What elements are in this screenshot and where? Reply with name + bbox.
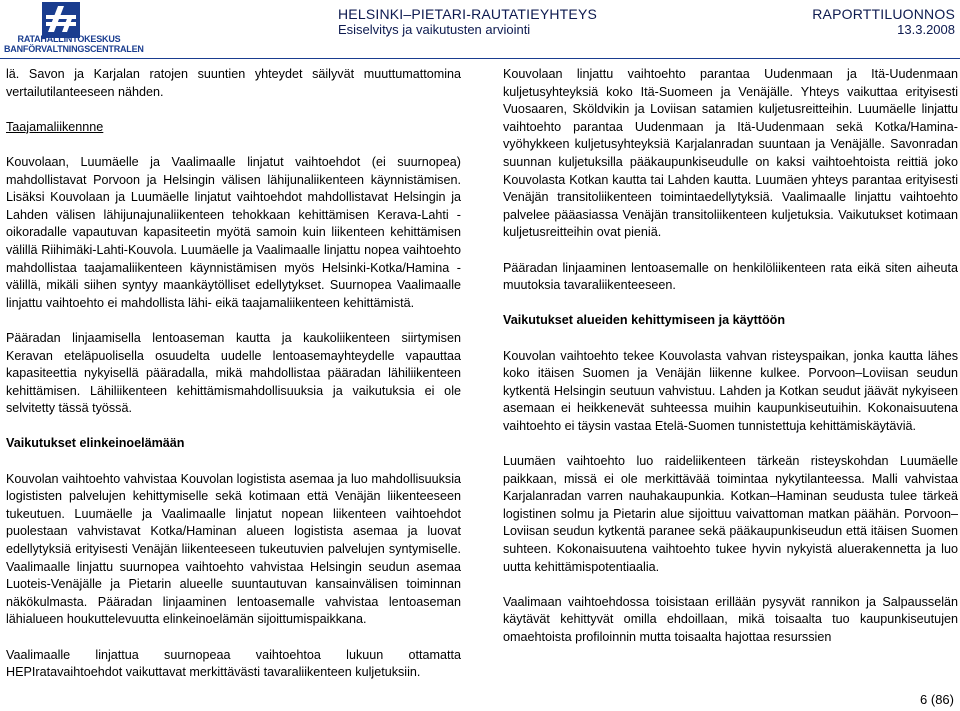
section-heading-taajamaliikenne: Taajamaliikennne bbox=[6, 119, 104, 134]
paragraph: Kouvolaan, Luumäelle ja Vaalimaalle linjatut vaihtoehdot (ei suurnopea) mahdollistavat Porvoon ja Helsingin välisen lähijunaliikenteen käynnistämisen. Lisäksi Kouvolaan ja Luumäelle linjatut vaihtoehdot mahdollistavat Helsingin ja Lahden välisen lähijunajunaliikenteen tehokkaan kehittämisen Kerava-Lahti -oikoradalle vapautuvan kapasiteetin myötä samoin kuin liikenteen kehittämisen välillä Riihimäki-Lahti-Kouvola. Luumäelle ja Vaalimaalle linjattu nopea vaihtoehto mahdollistaa taajamaliikenteen käynnistämisen myös Helsinki-Kotka/Hamina -välillä, mikäli siihen syntyy maankäytölliset edellytykset. Suurnopea Vaalimaalle linjattu vaihtoehto ei mahdollista lähi- eikä taajamaliikenteen kehittämistä. bbox=[6, 154, 461, 310]
paragraph: lä. Savon ja Karjalan ratojen suuntien yhteydet säilyvät muuttumattomina vertailutilanteeseen nähden. bbox=[6, 67, 461, 99]
paragraph: Kouvolaan linjattu vaihtoehto parantaa Uudenmaan ja Itä-Uudenmaan kuljetusyhteyksiä koko Itä-Suomeen ja Venäjälle. Yhteys vaikuttaa erityisesti Vuosaaren, Sköldvikin ja Loviisan satamien kuljetusreitteihin. Luumäelle linjattu vaihtoehto parantaa Uudenmaan ja Itä-Uudenmaan sekä Kotka/Hamina-vyöhykkeen kuljetusyhteyksiä Karjalanradan suuntaan ja Venäjälle. Savonradan suunnan kuljetuksilla pääkaupunkiseudulle on kaksi vaihtoehtoista reittiä joko Kouvolasta Kotkan kautta tai Lahden kautta. Luumäen yhteys parantaa erityisesti Venäjän transitoliikenteen toimintaedellytyksiä. Vaalimaalle linjattu vaihtoehto palvelee pääasiassa Venäjän transitoliikenteen kuljetuksia. Vaikutukset kotimaan kuljetusreitteihin ovat pieniä. bbox=[503, 67, 958, 240]
right-text-column bbox=[503, 66, 958, 647]
paragraph: Vaalimaan vaihtoehdossa toisistaan erillään pysyvät rannikon ja Salpausselän käytävät kehittyvät omilla ehdoillaan, mikä toisaalta tuo kaupunkiseutujen omaehtoista profiloinnin mutta toisaalta hajottaa resurssien bbox=[503, 594, 958, 644]
paragraph: Vaalimaalle linjattua suurnopeaa vaihtoehtoa lukuun ottamatta HEPIratavaihtoehdot vaikuttavat merkittävästi tavaraliikenteen kuljetuksiin. bbox=[6, 647, 461, 680]
logo-mark-icon bbox=[42, 2, 80, 38]
paragraph: Kouvolan vaihtoehto vahvistaa Kouvolan logistista asemaa ja luo mahdollisuuksia logististen palvelujen kehittymiselle sekä kotimaan että Venäjän liikenteeseen tukeutuen. Luumäelle ja Vaalimaalle linjatut nopean liikenteen vaihtoehdot puolestaan vahvistavat Kotka/Haminan aluееn logistista asemaa ja luovat edellytyksiä erityisesti Venäjän liikenteeseen tukeutuvien palvelujen syntymiselle. Vaalimaalle linjattu suurnopea vaihtoehto vahvistaa Helsingin seudun asemaa Luoteis-Venäjälle ja Pietarin alueelle suuntautuvan kansainvälisen toiminnan näkökulmasta. Pääradan linjaaminen lentoasemalle vahvistaa lentoaseman lähialueen houkuttelevuutta elinkeinoelämän sijoittumispaikkana. bbox=[6, 471, 461, 627]
page-number: 6 (86) bbox=[920, 692, 954, 707]
document-title: HELSINKI–PIETARI-RAUTATIEYHTEYS bbox=[338, 6, 598, 22]
section-heading-alueiden-kehittyminen: Vaikutukset alueiden kehittymiseen ja käyttöön bbox=[503, 313, 786, 328]
report-status-label: RAPORTTILUONNOS bbox=[812, 6, 955, 22]
document-subtitle: Esiselvitys ja vaikutusten arviointi bbox=[338, 22, 531, 37]
paragraph: Pääradan linjaaminen lentoasemalle on henkilöliikenteen rata eikä siten aiheuta muutoksia tavaraliikenteeseen. bbox=[503, 260, 958, 293]
left-text-column bbox=[6, 66, 461, 682]
section-heading-elinkeinoelama: Vaikutukset elinkeinoelämään bbox=[6, 436, 185, 451]
logo-text-line1: RATAHALLINTOKESKUS bbox=[17, 34, 121, 44]
logo-text-line2: BANFÖRVALTNINGSCENTRALEN bbox=[4, 44, 144, 54]
report-date: 13.3.2008 bbox=[897, 22, 955, 37]
page-header bbox=[0, 0, 960, 60]
paragraph: Pääradan linjaamisella lentoaseman kautta ja kaukoliikenteen siirtymisen Keravan eteläpuolisella osuudelta uudelle lentoasemayhteydelle vapauttaa kapasiteettia nykyisellä pääradalla, mikä mahdollistaa pääradan lähiliikenteen kehittämisen. Lähiliikenteen kehittämismahdollisuuksia ja vaikutuksia ei ole selvitetty tässä työssä. bbox=[6, 330, 461, 416]
paragraph: Kouvolan vaihtoehto tekee Kouvolasta vahvan risteyspaikan, jonka kautta lähes koko itäisen Suomen ja Venäjän liikenne kulkee. Porvoon–Loviisan seudun kytkentä Helsingin seutuun vahvistuu. Lahden ja Kotkan seudut jäävät nykyiseen asemaan ei heikkenevät suhteessa muihin kaupunkiseutuihin. Kokonaisuutena vaihtoehto ei täysin vastaa Etelä-Suomen tunnistettuja kehittämiskäytäviä. bbox=[503, 348, 958, 433]
paragraph: Luumäen vaihtoehto luo raideliikenteen tärkeän risteyskohdan Luumäelle paikkaan, missä ei ole merkittävää toimintaa nykytilanteessa. Malli vahvistaa Karjalanradan varren nauhakaupunkia. Kotkan–Haminan seudusta tulee tärkeä logistinen solmu ja Pietarin alue sijoittuu vaivattoman matkan päähän. Porvoon–Loviisan seudun kytkentä paranee sekä pääkaupunkiseudun että itäisen Suomen suhteen. Kokonaisuutena vaihtoehto tukee hyvin nykyistä aluerakennetta ja luo uutta kehittämispotentiaalia. bbox=[503, 454, 958, 574]
header-divider bbox=[0, 58, 960, 59]
organization-logo bbox=[4, 2, 144, 56]
